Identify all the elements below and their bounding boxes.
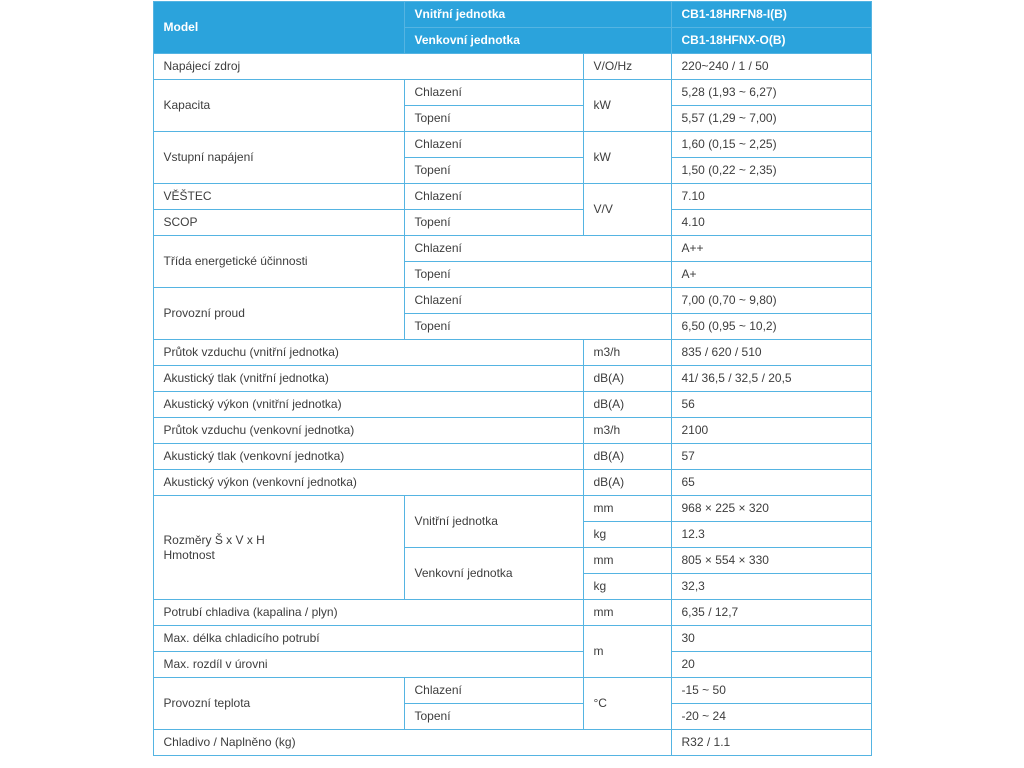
dimensions-label-line1: Rozměry Š x V x H [163, 532, 265, 547]
value-cell: 968 × 225 × 320 [671, 496, 871, 522]
unit-cell: kg [583, 574, 671, 600]
label-cell: Třída energetické účinnosti [153, 236, 404, 288]
value-cell: 30 [671, 626, 871, 652]
unit-cell: dB(A) [583, 366, 671, 392]
unit-cell: dB(A) [583, 392, 671, 418]
value-cell: 41/ 36,5 / 32,5 / 20,5 [671, 366, 871, 392]
table-row [153, 496, 871, 522]
table-row [153, 288, 871, 314]
table-row [153, 626, 871, 652]
sub-label-cell: Chlazení [404, 678, 583, 704]
value-cell: 32,3 [671, 574, 871, 600]
unit-cell: m3/h [583, 340, 671, 366]
unit-cell: mm [583, 496, 671, 522]
value-cell: 57 [671, 444, 871, 470]
sub-label-cell: Topení [404, 106, 583, 132]
header-indoor-model: CB1-18HRFN8-I(B) [671, 2, 871, 28]
sub-label-cell: Chlazení [404, 236, 671, 262]
sub-label-cell: Chlazení [404, 80, 583, 106]
unit-cell: dB(A) [583, 444, 671, 470]
table-row [153, 392, 871, 418]
value-cell: 220~240 / 1 / 50 [671, 54, 871, 80]
unit-cell: kg [583, 522, 671, 548]
label-cell: Potrubí chladiva (kapalina / plyn) [153, 600, 583, 626]
label-cell: Chladivo / Naplněno (kg) [153, 730, 671, 756]
sub-label-cell: Vnitřní jednotka [404, 496, 583, 548]
label-cell: VĚŠTEC [153, 184, 404, 210]
value-cell: -20 ~ 24 [671, 704, 871, 730]
sub-label-cell: Topení [404, 210, 583, 236]
sub-label-cell: Topení [404, 158, 583, 184]
table-row [153, 236, 871, 262]
table-row [153, 340, 871, 366]
unit-cell: V/V [583, 184, 671, 236]
table-row [153, 444, 871, 470]
unit-cell: dB(A) [583, 470, 671, 496]
unit-cell: m [583, 626, 671, 678]
value-cell: 6,50 (0,95 ~ 10,2) [671, 314, 871, 340]
label-cell: Vstupní napájení [153, 132, 404, 184]
sub-label-cell: Venkovní jednotka [404, 548, 583, 600]
value-cell: A++ [671, 236, 871, 262]
table-row [153, 418, 871, 444]
unit-cell: kW [583, 132, 671, 184]
unit-cell: m3/h [583, 418, 671, 444]
label-cell: Kapacita [153, 80, 404, 132]
value-cell: A+ [671, 262, 871, 288]
sub-label-cell: Topení [404, 314, 671, 340]
table-row [153, 132, 871, 158]
unit-cell: °C [583, 678, 671, 730]
header-outdoor-unit-label: Venkovní jednotka [404, 28, 671, 54]
label-cell [153, 496, 404, 600]
value-cell: 65 [671, 470, 871, 496]
header-row-1 [153, 2, 871, 28]
spec-table [153, 1, 872, 756]
table-row [153, 54, 871, 80]
label-cell: Akustický výkon (venkovní jednotka) [153, 470, 583, 496]
value-cell: 7.10 [671, 184, 871, 210]
label-cell: Provozní proud [153, 288, 404, 340]
label-cell: Max. délka chladicího potrubí [153, 626, 583, 652]
table-row [153, 730, 871, 756]
label-cell: Max. rozdíl v úrovni [153, 652, 583, 678]
value-cell: 1,50 (0,22 ~ 2,35) [671, 158, 871, 184]
label-cell: Akustický tlak (vnitřní jednotka) [153, 366, 583, 392]
value-cell: 20 [671, 652, 871, 678]
value-cell: 4.10 [671, 210, 871, 236]
value-cell: -15 ~ 50 [671, 678, 871, 704]
sub-label-cell: Topení [404, 704, 583, 730]
value-cell: 56 [671, 392, 871, 418]
label-cell: Akustický tlak (venkovní jednotka) [153, 444, 583, 470]
table-row [153, 678, 871, 704]
label-cell: Průtok vzduchu (venkovní jednotka) [153, 418, 583, 444]
header-model-label: Model [153, 2, 404, 54]
dimensions-label-line2: Hmotnost [163, 547, 215, 562]
sub-label-cell: Chlazení [404, 132, 583, 158]
value-cell: 7,00 (0,70 ~ 9,80) [671, 288, 871, 314]
value-cell: 6,35 / 12,7 [671, 600, 871, 626]
table-row [153, 210, 871, 236]
unit-cell: mm [583, 600, 671, 626]
value-cell: 805 × 554 × 330 [671, 548, 871, 574]
value-cell: R32 / 1.1 [671, 730, 871, 756]
table-row [153, 652, 871, 678]
label-cell: Akustický výkon (vnitřní jednotka) [153, 392, 583, 418]
value-cell: 12.3 [671, 522, 871, 548]
label-cell: Průtok vzduchu (vnitřní jednotka) [153, 340, 583, 366]
unit-cell: V/O/Hz [583, 54, 671, 80]
header-outdoor-model: CB1-18HFNX-O(B) [671, 28, 871, 54]
table-row [153, 470, 871, 496]
value-cell: 2100 [671, 418, 871, 444]
value-cell: 1,60 (0,15 ~ 2,25) [671, 132, 871, 158]
table-row [153, 366, 871, 392]
table-row [153, 80, 871, 106]
unit-cell: mm [583, 548, 671, 574]
table-row [153, 184, 871, 210]
table-row [153, 600, 871, 626]
value-cell: 5,28 (1,93 ~ 6,27) [671, 80, 871, 106]
header-indoor-unit-label: Vnitřní jednotka [404, 2, 671, 28]
sub-label-cell: Topení [404, 262, 671, 288]
sub-label-cell: Chlazení [404, 184, 583, 210]
value-cell: 835 / 620 / 510 [671, 340, 871, 366]
unit-cell: kW [583, 80, 671, 132]
label-cell: Napájecí zdroj [153, 54, 583, 80]
label-cell: SCOP [153, 210, 404, 236]
sub-label-cell: Chlazení [404, 288, 671, 314]
value-cell: 5,57 (1,29 ~ 7,00) [671, 106, 871, 132]
label-cell: Provozní teplota [153, 678, 404, 730]
